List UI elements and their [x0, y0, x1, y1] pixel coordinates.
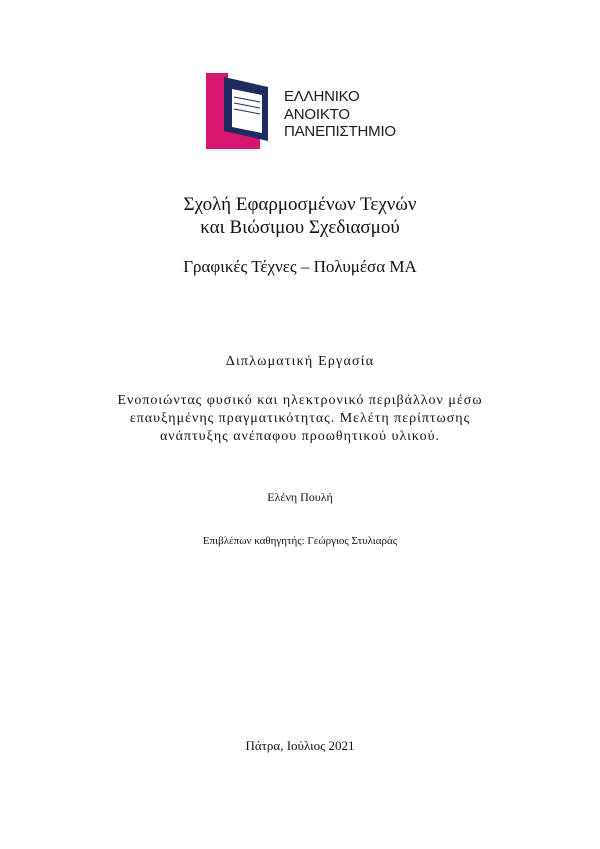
- logo-line-2: ΑΝΟΙΚΤΟ: [284, 105, 350, 123]
- university-logo: [206, 73, 406, 149]
- school-name-line-2: και Βιώσιμου Σχεδιασμού: [200, 217, 400, 238]
- logo-line-1: ΕΛΛΗΝΙΚΟ: [284, 88, 360, 105]
- school-name: [0, 193, 600, 239]
- author-name: Ελένη Πουλή: [267, 490, 333, 504]
- program-name: Γραφικές Τέχνες – Πολυμέσα ΜΑ: [183, 257, 417, 276]
- school-name-line-1: Σχολή Εφαρμοσμένων Τεχνών: [183, 194, 417, 215]
- thesis-title-line-1: Ενοποιώντας φυσικό και ηλεκτρονικό περιβάλλον μέσω: [117, 393, 483, 408]
- logo-emblem-icon: [206, 73, 278, 149]
- logo-wordmark: [284, 88, 396, 141]
- thesis-title: [0, 392, 600, 446]
- thesis-title-line-3: ανάπτυξης ανέπαφου προωθητικού υλικού.: [159, 429, 441, 444]
- thesis-title-line-2: επαυξημένης πραγματικότητας. Μελέτη περίπτωσης: [129, 411, 471, 426]
- logo-line-3: ΠΑΝΕΠΙΣΤΗΜΙΟ: [284, 123, 396, 140]
- supervisor: Επιβλέπων καθηγητής: Γεώργιος Στυλιαράς: [202, 535, 398, 547]
- thesis-type: Διπλωματική Εργασία: [225, 354, 375, 369]
- place-date: Πάτρα, Ιούλιος 2021: [245, 738, 355, 753]
